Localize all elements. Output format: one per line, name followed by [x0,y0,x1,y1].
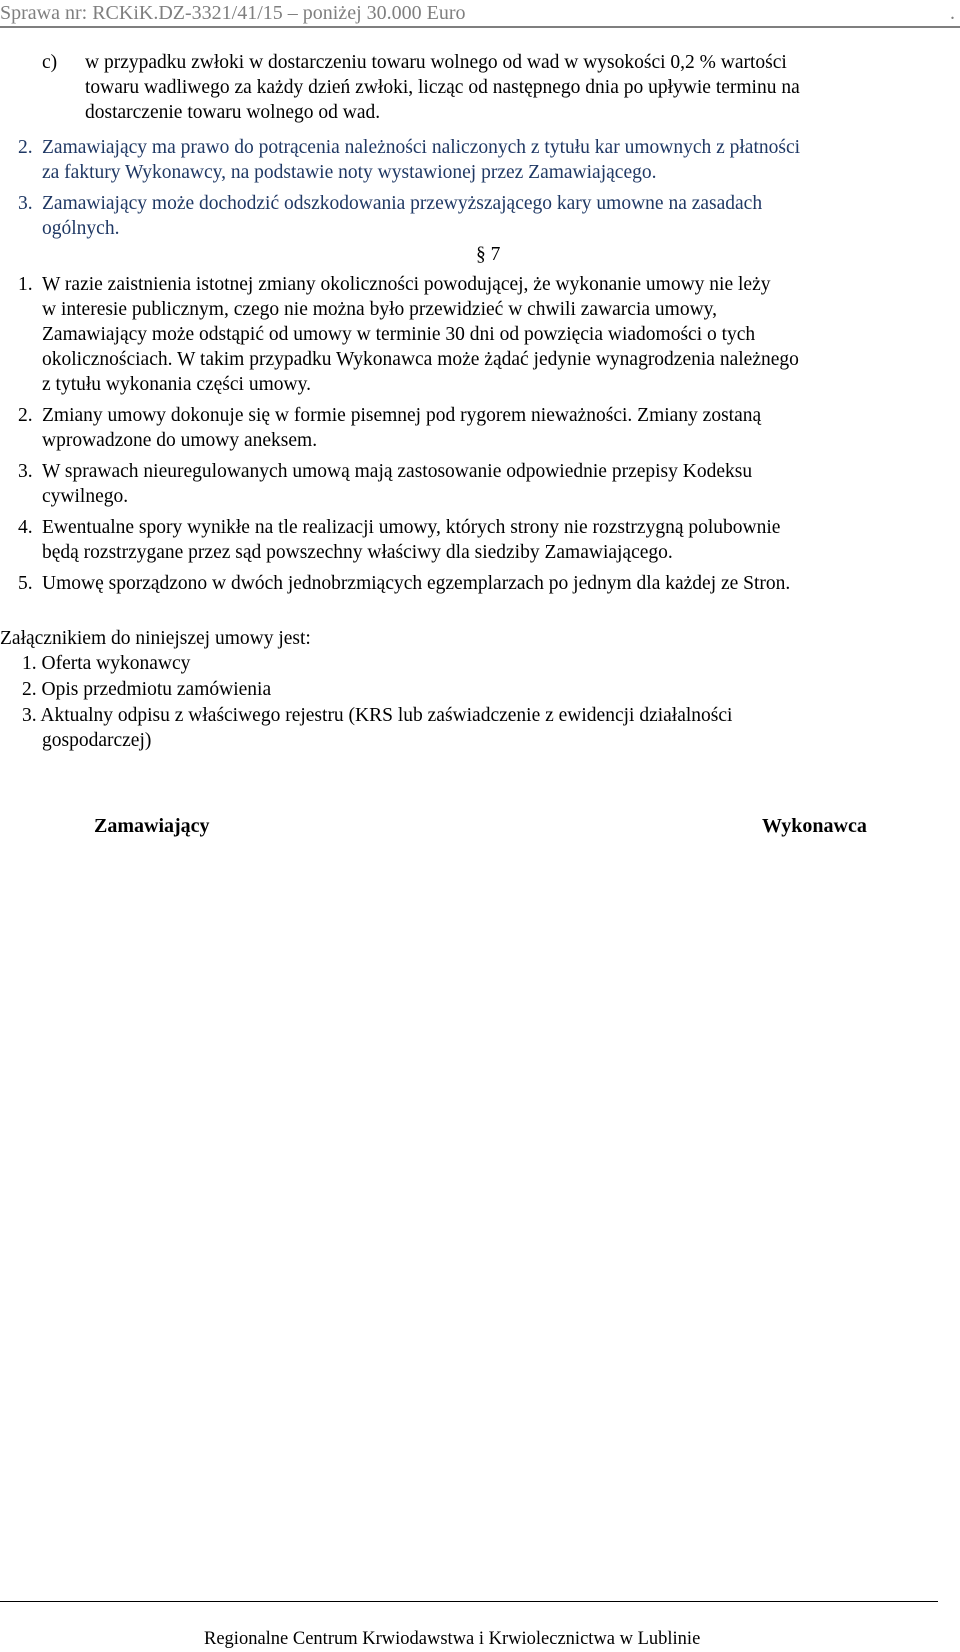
paragraph-6-2-line-2: za faktury Wykonawcy, na podstawie noty wystawionej przez Zamawiającego. [42,162,657,183]
paragraph-6-3-line-1: Zamawiający może dochodzić odszkodowania przewyższającego kary umowne na zasadach [42,193,763,214]
signature-contractor: Wykonawca [762,815,867,837]
signature-ordering-party: Zamawiający [94,815,210,837]
attachment-2: 2. Opis przedmiotu zamówienia [22,679,272,700]
case-number: Sprawa nr: RCKiK.DZ-3321/41/15 – poniżej 30.000 Euro [0,2,466,24]
section-7-item-1-line-2: w interesie publicznym, czego nie można było przewidzieć w chwili zawarcia umowy, [42,299,718,320]
section-7-heading: § 7 [476,244,501,265]
attachment-3-line-1: 3. Aktualny odpisu z właściwego rejestru (KRS lub zaświadczenie z ewidencji działalności [22,705,733,726]
section-7-item-4-line-1: Ewentualne spory wynikłe na tle realizacji umowy, których strony nie rozstrzygną polubownie [42,517,781,538]
section-7-item-2-line-1: Zmiany umowy dokonuje się w formie pisemnej pod rygorem nieważności. Zmiany zostaną [42,405,762,426]
footer-institution: Regionalne Centrum Krwiodawstwa i Krwiolecznictwa w Lublinie [204,1629,701,1649]
section-7-item-5-line-1: Umowę sporządzono w dwóch jednobrzmiących egzemplarzach po jednym dla każdej ze Stron. [42,573,791,594]
section-7-item-4-line-2: będą rozstrzygane przez sąd powszechny właściwy dla siedziby Zamawiającego. [42,542,673,563]
item-marker: 3. [18,461,33,482]
item-marker: 1. [18,274,33,295]
item-c-line-3: dostarczenie towaru wolnego od wad. [85,102,381,123]
header-divider [0,26,960,28]
section-7-item-1-line-3: Zamawiający może odstąpić od umowy w terminie 30 dni od powzięcia wiadomości o tych [42,324,756,345]
item-marker: c) [42,52,58,73]
attachment-1: 1. Oferta wykonawcy [22,653,191,674]
section-7-item-1-line-5: z tytułu wykonania części umowy. [42,374,311,395]
attachments-intro: Załącznikiem do niniejszej umowy jest: [0,628,311,649]
footer-divider [0,1601,938,1602]
item-marker: 2. [18,137,33,158]
item-c-line-1: w przypadku zwłoki w dostarczeniu towaru wolnego od wad w wysokości 0,2 % wartości [85,52,787,73]
item-marker: 5. [18,573,33,594]
item-c-line-2: towaru wadliwego za każdy dzień zwłoki, licząc od następnego dnia po upływie terminu na [85,77,800,98]
paragraph-6-3-line-2: ogólnych. [42,218,120,239]
document-header [0,1,960,25]
paragraph-6-2-line-1: Zamawiający ma prawo do potrącenia należności naliczonych z tytułu kar umownych z płatności [42,137,801,158]
item-marker: 2. [18,405,33,426]
item-marker: 4. [18,517,33,538]
header-dot: . [950,2,955,24]
section-7-item-3-line-2: cywilnego. [42,486,129,507]
section-7-item-1-line-1: W razie zaistnienia istotnej zmiany okoliczności powodującej, że wykonanie umowy nie leży [42,274,771,295]
section-7-item-2-line-2: wprowadzone do umowy aneksem. [42,430,318,451]
item-marker: 3. [18,193,33,214]
section-7-item-3-line-1: W sprawach nieuregulowanych umową mają zastosowanie odpowiednie przepisy Kodeksu [42,461,753,482]
attachment-3-line-2: gospodarczej) [42,730,152,751]
section-7-item-1-line-4: okolicznościach. W takim przypadku Wykonawca może żądać jedynie wynagrodzenia należnego [42,349,799,370]
